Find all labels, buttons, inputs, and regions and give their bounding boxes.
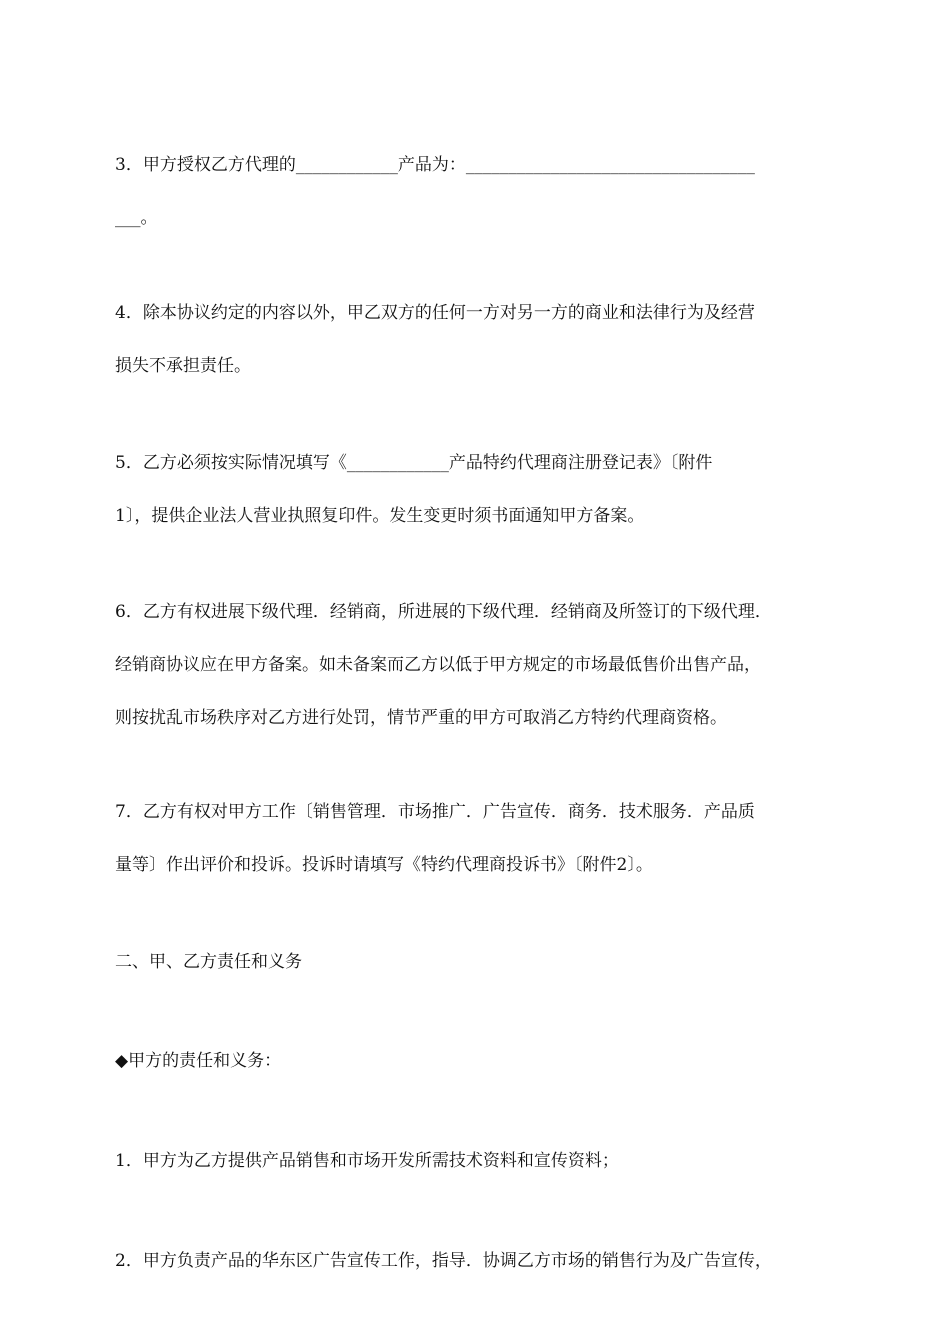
clause-4 bbox=[115, 303, 845, 376]
clause-5-line-2: 1〕，提供企业法人营业执照复印件。发生变更时须书面通知甲方备案。 bbox=[115, 506, 645, 526]
clause-7-line-2: 量等〕作出评价和投诉。投诉时请填写《特约代理商投诉书》〔附件2〕。 bbox=[115, 855, 653, 875]
clause-6-line-1: 6．乙方有权进展下级代理．经销商，所进展的下级代理．经销商及所签订的下级代理． bbox=[115, 602, 772, 622]
clause-6-line-2: 经销商协议应在甲方备案。如未备案而乙方以低于甲方规定的市场最低售价出售产品， bbox=[115, 655, 761, 675]
clause-5 bbox=[115, 453, 845, 526]
section-2-heading-text: 二、甲、乙方责任和义务 bbox=[115, 952, 302, 972]
party-a-duty-1 bbox=[115, 1151, 845, 1171]
clause-4-line-1: 4．除本协议约定的内容以外，甲乙双方的任何一方对另一方的商业和法律行为及经营 bbox=[115, 303, 755, 323]
party-a-duty-1-text: 1．甲方为乙方提供产品销售和市场开发所需技术资料和宣传资料； bbox=[115, 1151, 619, 1171]
clause-7-line-1: 7．乙方有权对甲方工作〔销售管理．市场推广．广告宣传．商务．技术服务．产品质 bbox=[115, 802, 755, 822]
clause-7 bbox=[115, 802, 845, 875]
clause-5-line-1: 5．乙方必须按实际情况填写《____________产品特约代理商注册登记表》〔附件 bbox=[115, 453, 713, 473]
party-a-duty-2 bbox=[115, 1251, 845, 1271]
section-2-heading bbox=[115, 952, 845, 972]
clause-3-line-2: ___。 bbox=[115, 208, 158, 228]
clause-3 bbox=[115, 155, 845, 228]
clause-3-line-1: 3．甲方授权乙方代理的____________产品为：__________________________________ bbox=[115, 155, 755, 175]
clause-6 bbox=[115, 602, 845, 728]
party-a-heading bbox=[115, 1051, 845, 1071]
clause-6-line-3: 则按扰乱市场秩序对乙方进行处罚，情节严重的甲方可取消乙方特约代理商资格。 bbox=[115, 708, 727, 728]
party-a-duty-2-text: 2．甲方负责产品的华东区广告宣传工作，指导．协调乙方市场的销售行为及广告宣传， bbox=[115, 1251, 772, 1271]
clause-4-line-2: 损失不承担责任。 bbox=[115, 356, 251, 376]
party-a-heading-text: ◆甲方的责任和义务： bbox=[115, 1051, 282, 1071]
